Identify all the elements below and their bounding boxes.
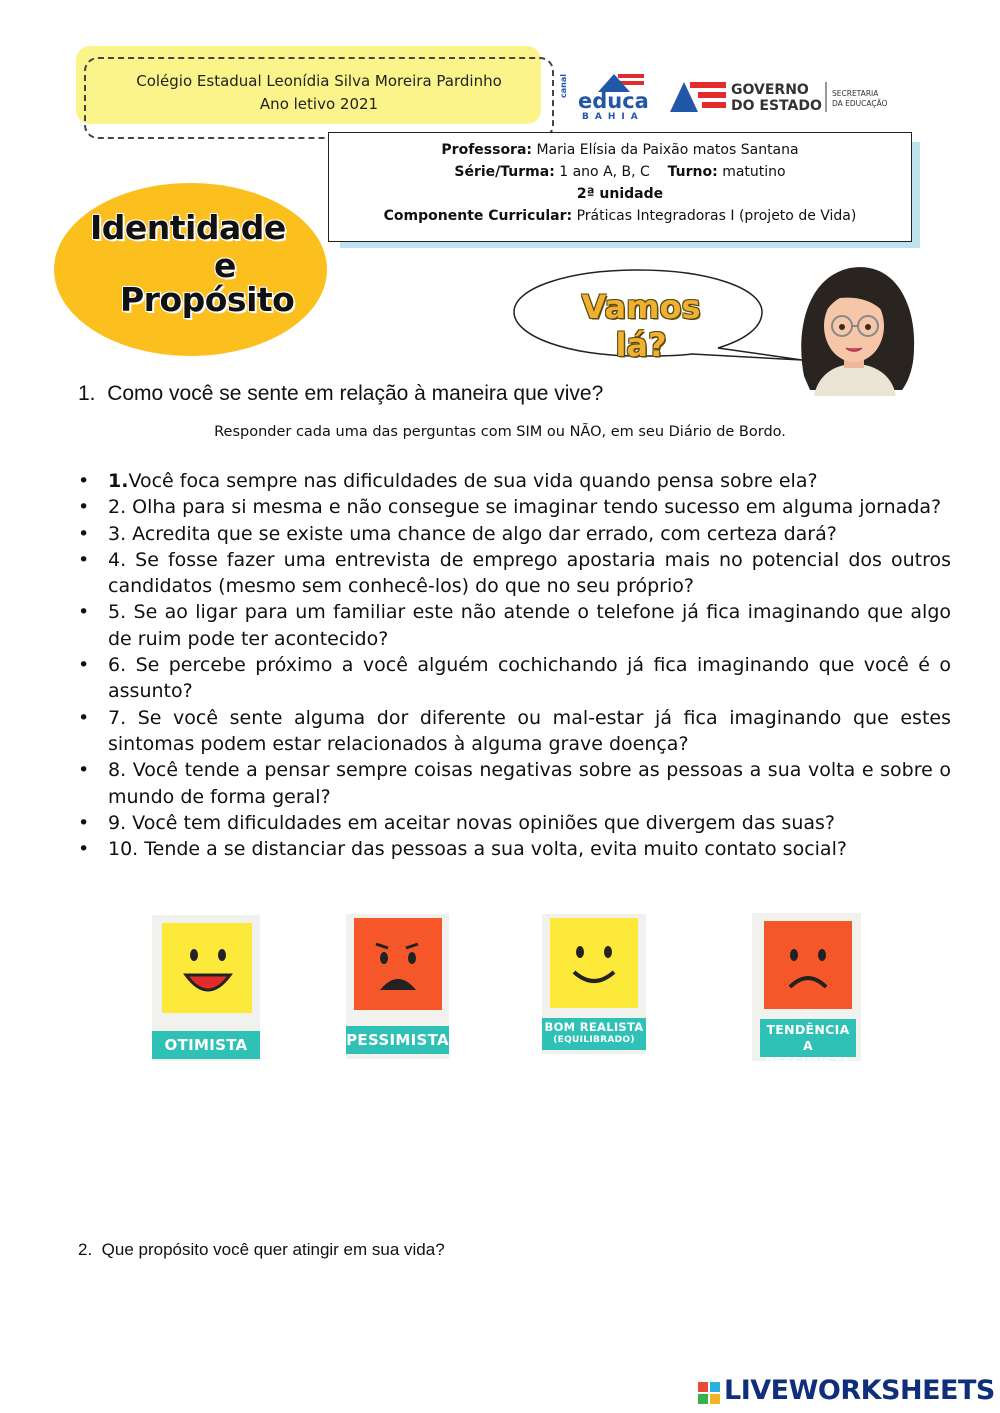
list-item-text: 10. Tende a se distanciar das pessoas a sua volta, evita muito contato social? [108,838,847,861]
governo-do-estado-logo [668,78,898,114]
face-card-otimista [152,915,260,1061]
school-year: Ano letivo 2021 [259,95,379,113]
list-item: • 2. Olha para si mesma e não consegue se imaginar tendo sucesso em alguma jornada? [78,496,942,519]
face-label-tendencia-line1: TENDÊNCIA A [766,1022,850,1053]
question-1-number: 1. [78,382,96,405]
face-card-bom-realista [542,914,646,1054]
list-item-text: 7. Se você sente alguma dor diferente ou mal-estar já fica imaginando que estes sintomas podem estar relacionados à alguma grave doença? [108,706,951,755]
title-line-3: Propósito [120,280,295,319]
face-realista-square [550,918,638,1008]
list-item: • 7. Se você sente alguma dor diferente ou mal-estar já fica imaginando que estes sintomas podem estar relacionados à alguma grave doença? [78,706,951,755]
teacher-row [329,139,911,161]
question-1 [78,382,603,406]
liveworksheets-brand: LIVEWORKSHEETS [724,1375,995,1406]
title-line-1: Identidade [90,208,286,247]
list-item-number: 1. [108,470,129,492]
gov-logo-sec1: SECRETARIA [832,89,879,98]
unit-row [329,183,911,205]
face-label-tendencia-line2: PESSIMISTA [764,1054,852,1069]
list-item: • 8. Você tende a pensar sempre coisas negativas sobre as pessoas a sua volta e sobre o mundo de forma geral? [78,759,951,808]
speech-bubble-text: Vamos lá? [581,288,701,364]
title-line-2: e [214,246,236,285]
face-tendencia-square [764,921,852,1009]
face-label-bom-realista-line1: BOM REALISTA [544,1020,644,1034]
instruction-text: Responder cada uma das perguntas com SIM ou NÃO, em seu Diário de Bordo. [214,424,786,440]
educa-logo-sub: BAHIA [582,112,644,122]
face-card-pessimista [346,914,449,1059]
teacher-name: Maria Elísia da Paixão matos Santana [536,142,799,158]
face-label-tendencia-pessimista [760,1019,856,1069]
list-item-text: 4. Se fosse fazer uma entrevista de emprego apostaria mais no potencial dos outros candidatos (mesmo sem conhecê-los) do que no seu próprio? [108,548,951,598]
list-item-text: 2. Olha para si mesma e não consegue se imaginar tendo sucesso em alguma jornada? [108,496,942,519]
educa-logo-top: canal [559,74,568,98]
educa-logo-main: educa [578,89,649,113]
component-label: Componente Curricular: [383,208,573,224]
question-1-text: Como você se sente em relação à maneira que vive? [107,382,604,405]
list-item-text: Você foca sempre nas dificuldades de sua vida quando pensa sobre ela? [128,470,818,492]
question-list [78,468,951,862]
face-pessimista-square [354,918,442,1010]
school-name: Colégio Estadual Leonídia Silva Moreira Pardinho [136,72,502,90]
face-label-bom-realista-line2: (EQUILIBRADO) [553,1035,635,1045]
list-item: • 3. Acredita que se existe uma chance de algo dar errado, com certeza dará? [78,522,837,545]
face-label-pessimista: PESSIMISTA [346,1026,449,1054]
list-item-text: 5. Se ao ligar para um familiar este não atende o telefone já fica imaginando que algo de ruim pode ter acontecido? [108,601,951,650]
list-item: • 6. Se percebe próximo a você alguém cochichando já fica imaginando que você é o assunto? [78,654,951,703]
school-header [84,70,554,116]
class-label: Série/Turma: [454,164,555,180]
educa-bahia-logo [559,72,649,122]
list-item-text: 8. Você tende a pensar sempre coisas negativas sobre as pessoas a sua volta e sobre o mundo de forma geral? [108,759,951,808]
gov-logo-line2: DO ESTADO [731,98,822,114]
unit-value: 2ª unidade [576,186,664,202]
list-item-text: 3. Acredita que se existe uma chance de algo dar errado, com certeza dará? [108,522,837,545]
face-label-bom-realista [542,1018,646,1050]
component-value: Práticas Integradoras I (projeto de Vida) [576,208,857,224]
question-2-text: Que propósito você quer atingir em sua vida? [101,1240,445,1259]
gov-logo-sec2: DA EDUCAÇÃO [832,99,888,108]
face-label-otimista: OTIMISTA [152,1031,260,1059]
shift-value: matutino [722,164,786,180]
liveworksheets-logo-icon [698,1378,722,1408]
list-item: • 5. Se ao ligar para um familiar este não atende o telefone já fica imaginando que algo de ruim pode ter acontecido? [78,601,951,650]
list-item-text: 9. Você tem dificuldades em aceitar novas opiniões que divergem das suas? [108,811,836,834]
component-row [329,205,911,227]
happy-face-icon [162,923,252,1013]
teacher-label: Professora: [441,142,533,158]
teacher-info-box [328,132,912,242]
sad-face-icon [354,918,442,1010]
question-2-number: 2. [78,1240,93,1259]
list-item: • 4. Se fosse fazer uma entrevista de emprego apostaria mais no potencial dos outros candidatos (mesmo sem conhecê-los) do que no seu próprio? [78,548,951,598]
class-value: 1 ano A, B, C [559,164,650,180]
list-item: • 10. Tende a se distanciar das pessoas a sua volta, evita muito contato social? [78,838,847,861]
teacher-avatar [790,256,918,396]
face-otimista-square [162,923,252,1013]
list-item: • 9. Você tem dificuldades em aceitar novas opiniões que divergem das suas? [78,811,836,834]
frown-face-icon [764,921,852,1009]
class-row [329,161,911,183]
list-item-text: 6. Se percebe próximo a você alguém cochichando já fica imaginando que você é o assunto? [108,654,951,703]
question-2 [78,1240,445,1260]
smile-face-icon [550,918,638,1008]
shift-label: Turno: [667,164,718,180]
gov-logo-line1: GOVERNO [731,82,809,98]
face-card-tendencia-pessimista [752,913,861,1069]
list-item: • 1.Você foca sempre nas dificuldades de sua vida quando pensa sobre ela? [78,470,818,492]
